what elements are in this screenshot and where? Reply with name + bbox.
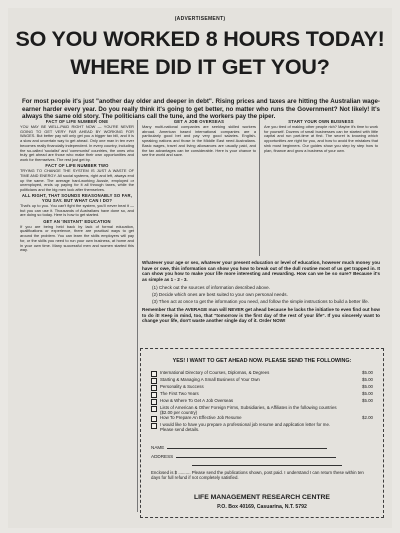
order-item-price: $5.00: [362, 377, 373, 382]
headline: SO YOU WORKED 8 HOURS TODAY!: [15, 27, 385, 51]
address-field[interactable]: [151, 454, 336, 459]
order-item-label: How & Where To Get A Job Overseas: [160, 398, 234, 403]
section-text: TRYING TO CHANGE THE SYSTEM IS JUST A WASTE OF TIME AND ENERGY. All social systems, right and left, always end up the same. The average hard-working Aussie, employed or unemployed, ends up paying for it all through taxes, while the politicians and the big men look after themselves.: [20, 168, 134, 193]
address-field-extra[interactable]: [189, 462, 342, 467]
order-item-label: Personality & Success: [160, 384, 204, 389]
order-item[interactable]: [151, 384, 373, 391]
section-heading: FACT OF LIFE NUMBER TWO: [45, 163, 109, 169]
section-heading: START YOUR OWN BUSINESS: [288, 120, 354, 124]
step-item: (3) Then act at once to get the information you need, and follow the simple instructions to build a better life.: [152, 298, 369, 304]
order-item[interactable]: [151, 422, 373, 432]
step-item: (2) Decide which ones are best suited to your own personal needs.: [152, 291, 288, 297]
order-item-price: $5.00: [362, 391, 373, 396]
order-item-price: $2.00: [362, 415, 373, 420]
step-item: (1) Check out the sources of information described above.: [152, 285, 270, 291]
order-item[interactable]: [151, 398, 373, 405]
section-text: If you are being held back by lack of formal education, qualifications or experience, there are practical ways to get around the problem. You can learn the skills employers will pay for, or the skills you need to run your own business, at home and in your own time. Many successful men and women started this way.: [20, 223, 134, 253]
column-left: [20, 120, 134, 508]
cta-paragraph: Whatever your age or sex, whatever your present education or level of education, however much money you have or owe, this information can show you how to break out of the dull routine most of us get trapped in. It can show you how to make your life more interesting and rewarding. How can we be so sure? Because it's as simple as 1 - 2 - 3.: [142, 260, 380, 282]
cta-reminder: Remember that the AVERAGE man will NEVER get ahead because he lacks the initiative to even find out how to do it! Keep in mind, too, that "tomorrow is the first day of the rest of your life". If you sincerely want to change your life, don't waste another single day of it. Order NOW!: [142, 307, 380, 324]
address-line[interactable]: [176, 454, 336, 458]
address-label: ADDRESS: [151, 454, 174, 459]
order-item-label: Starting & Managing A Small Business of Your Own: [160, 377, 260, 382]
column-divider: [259, 120, 260, 256]
order-item-label: The First Two Years: [160, 391, 199, 396]
order-checkbox[interactable]: [151, 385, 157, 391]
column-right: [264, 120, 378, 256]
name-label: NAME: [151, 445, 165, 450]
order-item-label: International Directory of Courses, Diplomas, & Degrees: [160, 370, 270, 375]
section-text: YOU MAY BE WELL-PAID RIGHT NOW — YOU'RE NEVER GOING TO GET VERY FAR AHEAD BY WORKING FOR WAGES. But better pay will only get you a bigger tax bill, and it is a slow and uncertain way to get ahead. Only one man in ten ever becomes really financially independent. In every country, including the so-called 'socialist' and 'communist' countries, the ones who truly get ahead are those who make their own opportunities and work for themselves. The rest just get by.: [20, 123, 134, 162]
section-heading: GET AN 'INSTANT' EDUCATION: [43, 218, 111, 224]
intro-paragraph: For most people it's just "another day older and deeper in debt". Rising prices and taxes are hitting the Australian wage-earner harder every year. Do you really think it's going to get better, no matter who runs the Government? Not likely! It's always the same old story. The politicians call the tune, and the workers pay the piper.: [22, 98, 380, 121]
column-divider: [137, 120, 138, 512]
order-checkbox[interactable]: [151, 423, 157, 429]
order-checkbox[interactable]: [151, 399, 157, 405]
order-item[interactable]: [151, 415, 373, 422]
column-middle: [142, 120, 256, 256]
address-line-2[interactable]: [192, 462, 342, 466]
order-items: [151, 370, 373, 432]
order-checkbox[interactable]: [151, 371, 157, 377]
order-checkbox[interactable]: [151, 406, 157, 412]
section-text: Many multi-national companies are seeking skilled workers abroad. American based international companies are a particularly good bet and pay very good salaries. English-speaking nations and those in the Middle East need Australians. Basic wages, travel and living allowances are usually paid, and the tax advantages can be considerable. Here is your chance to see the world and save.: [142, 123, 256, 158]
order-checkbox[interactable]: [151, 378, 157, 384]
subheadline: WHERE DID IT GET YOU?: [70, 55, 330, 79]
order-item[interactable]: [151, 377, 373, 384]
company-name: LIFE MANAGEMENT RESEARCH CENTRE: [194, 494, 330, 501]
order-item[interactable]: [151, 391, 373, 398]
order-checkbox[interactable]: [151, 416, 157, 422]
order-item-price: $5.00: [362, 370, 373, 375]
coupon-title: YES! I WANT TO GET AHEAD NOW. PLEASE SEND THE FOLLOWING:: [172, 358, 352, 364]
enclosed-statement: Enclosed is $ .......... Please send the publications shown, post paid. I understand I can return these within ten days for full refund if not completely satisfied.: [151, 470, 364, 481]
order-item-price: $5.00: [362, 384, 373, 389]
advertisement-page: [8, 8, 392, 528]
order-item[interactable]: [151, 405, 373, 415]
section-heading: FACT OF LIFE NUMBER ONE: [45, 120, 109, 124]
name-line[interactable]: [167, 445, 327, 449]
company-address: P.O. Box 40169, Casuarina, N.T. 5792: [217, 504, 307, 510]
name-field[interactable]: [151, 445, 327, 450]
section-heading: GET A JOB OVERSEAS: [173, 120, 225, 124]
call-to-action: [142, 260, 380, 327]
order-item-label: How To Prepare An Effective Job Resume: [160, 415, 242, 420]
section-heading: ALL RIGHT, THAT SOUNDS REASONABLY SO FAR, YOU SAY. BUT WHAT CAN I DO?: [21, 193, 133, 204]
order-item-price: $5.00: [362, 398, 373, 403]
section-text: Are you tired of making other people rich? Maybe it's time to work for yourself. Dozens of small businesses can be started with little capital and run part-time at first. The secret is knowing which opportunities are right for you, and how to avoid the mistakes that sink most beginners. Our guides show you step by step how to plan, finance and grow a business of your own.: [264, 123, 378, 153]
order-item-label: I would like to have you prepare a professional job resume and application letter for me. Please send details.: [160, 422, 331, 432]
order-item[interactable]: [151, 370, 373, 377]
order-checkbox[interactable]: [151, 392, 157, 398]
order-item-label: Lists of American & Other Foreign Firms, Subsidiaries, & Affiliates in the following countries ($2.00 per country): [160, 405, 337, 415]
advertisement-label: (ADVERTISEMENT): [174, 16, 226, 22]
order-coupon: [140, 348, 384, 518]
section-text: That's up to you. You can't fight the system, you'll never beat it — but you can use it. Thousands of Australians have done so, and are doing so today. Here is how to get started.: [20, 202, 134, 218]
